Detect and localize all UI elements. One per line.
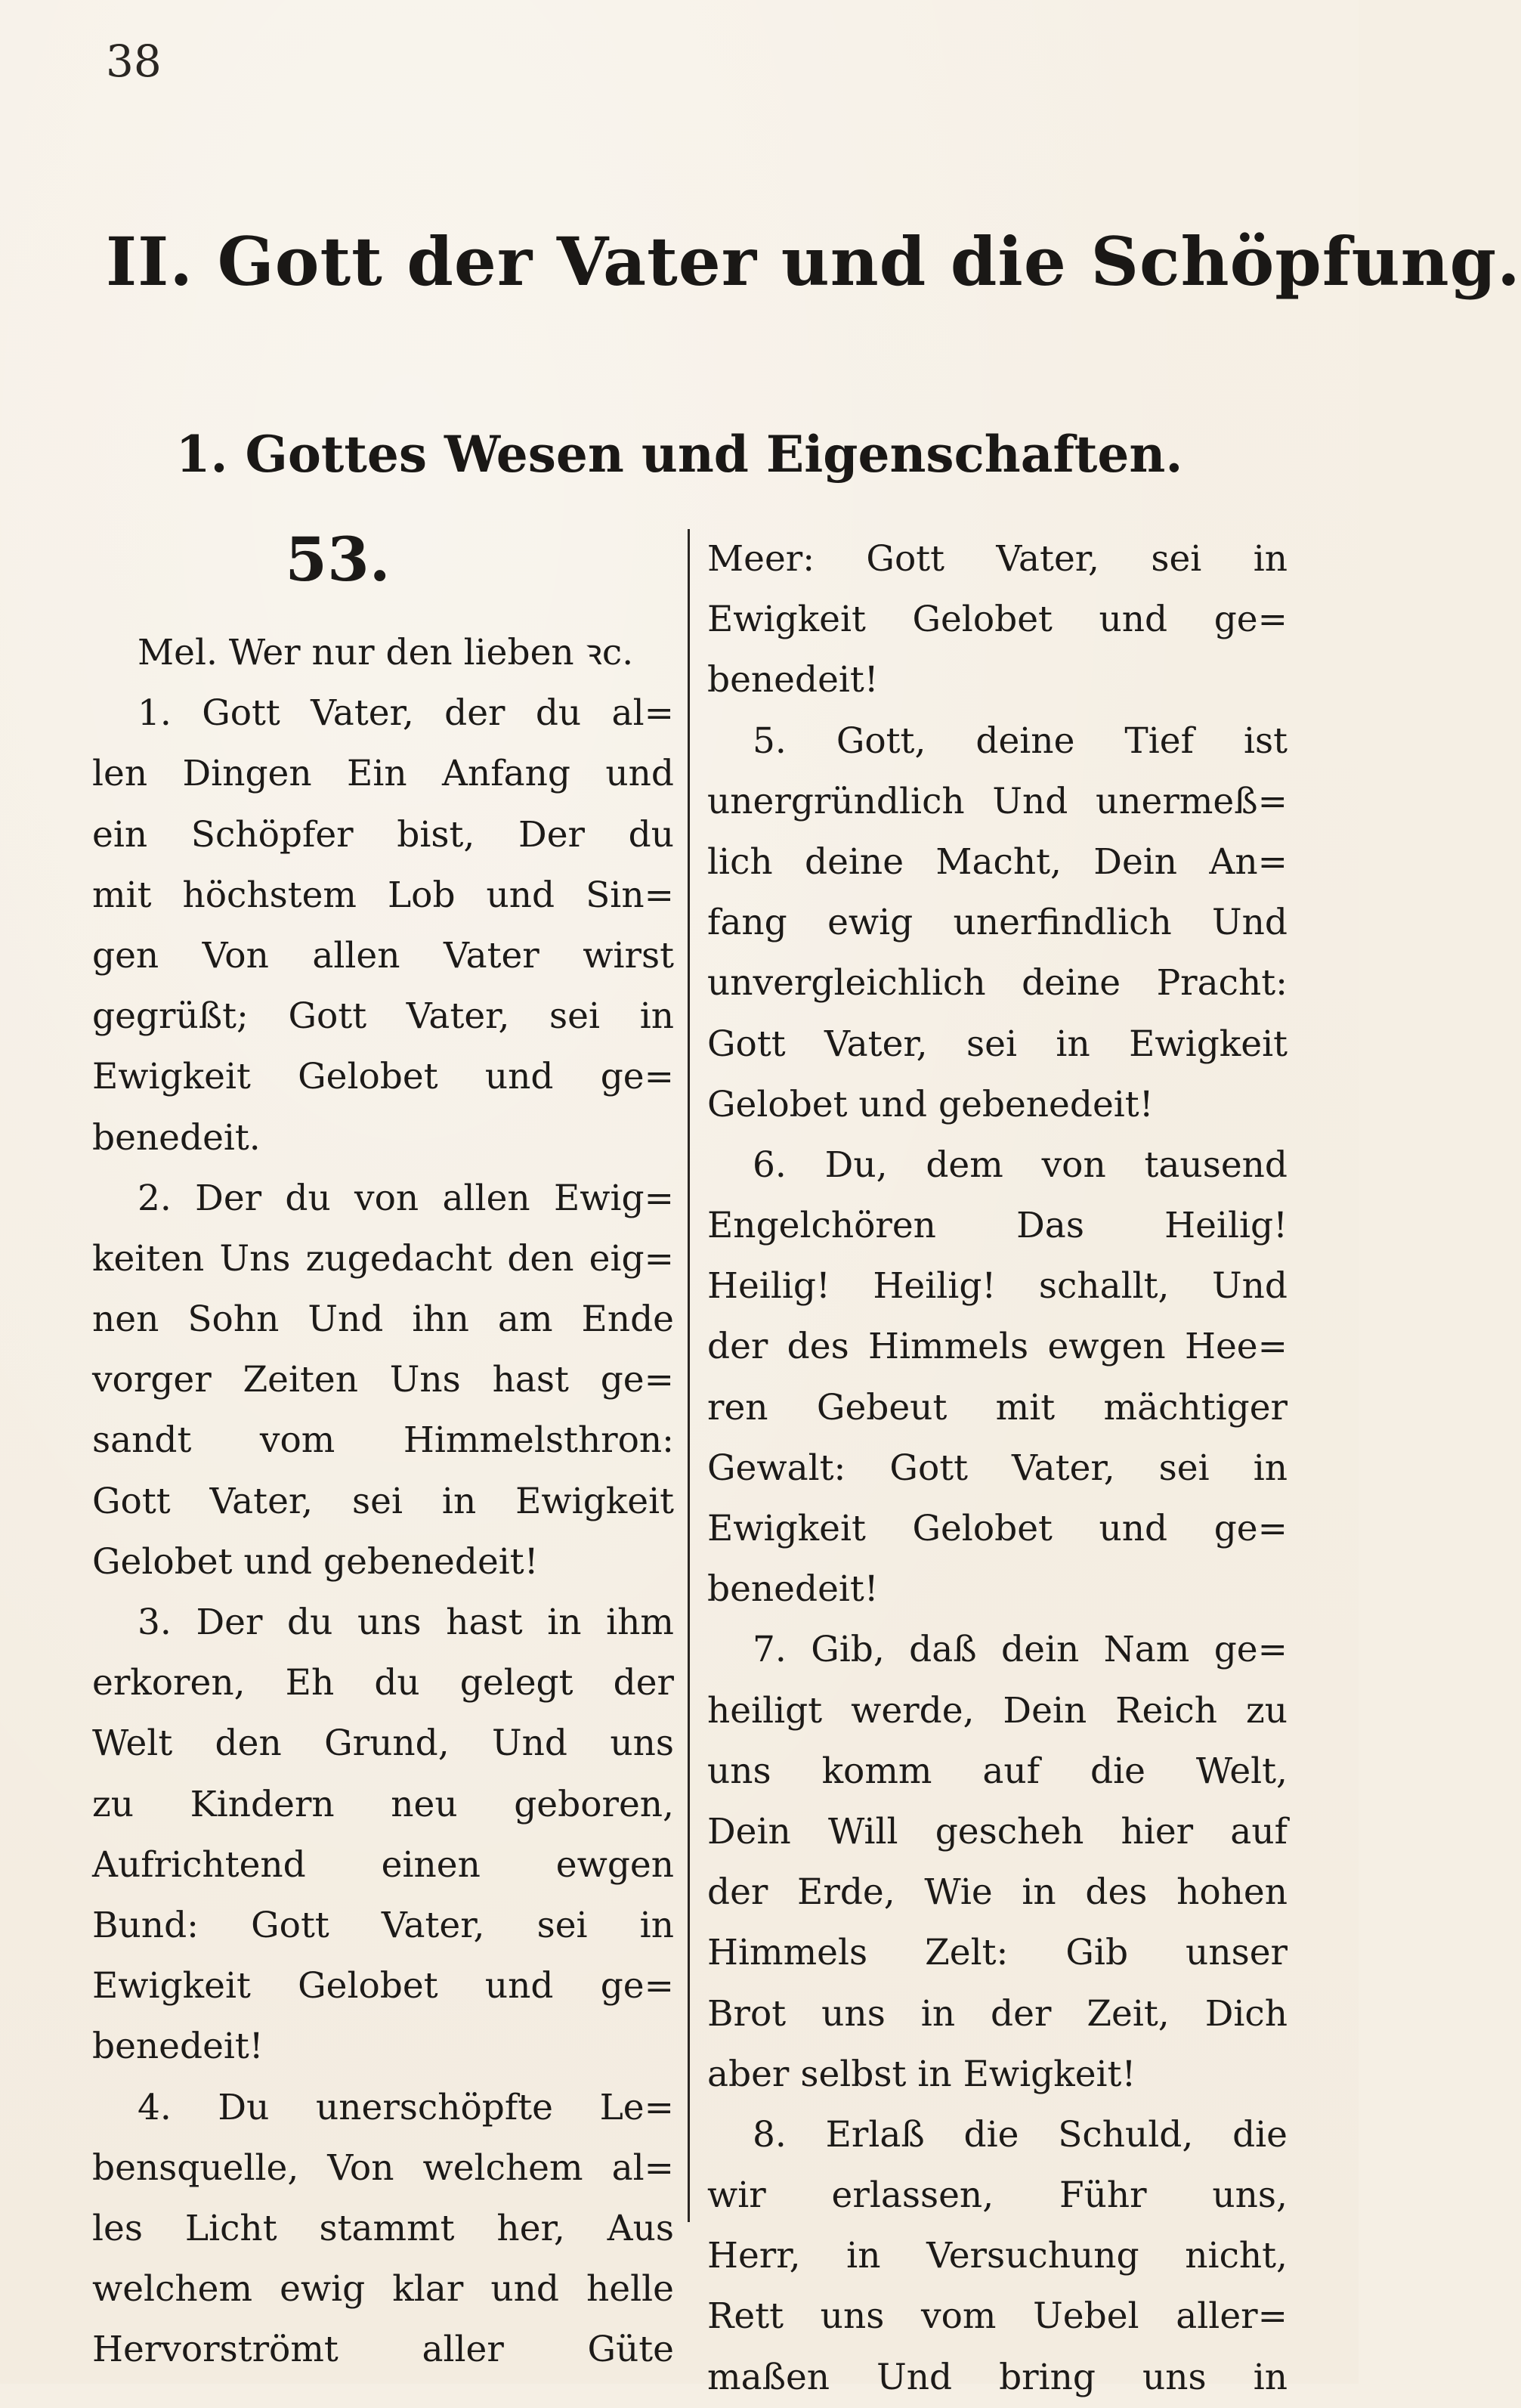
- text-line: Mel. Wer nur den lieben ꝛc.: [138, 632, 634, 673]
- text-line: benedeit!: [92, 2026, 264, 2068]
- text-line: unergründlich Und unermeß=: [707, 780, 1288, 822]
- text-line: vorger Zeiten Uns hast ge=: [92, 1359, 674, 1401]
- hymn-number: 53.: [285, 524, 391, 595]
- text-line: heiligt werde, Dein Reich zu: [707, 1689, 1288, 1732]
- text-line: 5. Gott, deine Tief ist: [753, 720, 1288, 762]
- text-line: Ewigkeit Gelobet und ge=: [92, 1965, 674, 2007]
- text-line: Aufrichtend einen ewgen: [92, 1843, 674, 1886]
- text-line: Rett uns vom Uebel aller=: [707, 2295, 1288, 2338]
- text-line: fang ewig unerfindlich Und: [707, 902, 1288, 944]
- text-line: Ewigkeit Gelobet und ge=: [707, 1508, 1288, 1549]
- text-line: ein Schöpfer bist, Der du: [92, 813, 674, 856]
- text-line: Herr, in Versuchung nicht,: [707, 2235, 1288, 2277]
- text-line: wir erlassen, Führ uns,: [707, 2174, 1288, 2217]
- text-line: les Licht stammt her, Aus: [92, 2207, 674, 2249]
- text-line: 8. Erlaß die Schuld, die: [753, 2113, 1288, 2156]
- text-line: nen Sohn Und ihn am Ende: [92, 1298, 674, 1341]
- text-line: lich deine Macht, Dein An=: [707, 840, 1288, 883]
- text-line: Gott Vater, sei in Ewigkeit: [707, 1023, 1288, 1065]
- text-line: aber selbst in Ewigkeit!: [707, 2053, 1136, 2095]
- text-line: ren Gebeut mit mächtiger: [707, 1386, 1288, 1428]
- left-column: [92, 524, 674, 2380]
- text-line: Gewalt: Gott Vater, sei in: [707, 1447, 1288, 1489]
- text-line: benedeit!: [707, 1568, 879, 1611]
- text-line: unvergleichlich deine Pracht:: [707, 962, 1288, 1004]
- text-line: Gelobet und gebenedeit!: [92, 1540, 539, 1583]
- text-line: gegrüßt; Gott Vater, sei in: [92, 995, 674, 1038]
- text-line: Bund: Gott Vater, sei in: [92, 1904, 674, 1946]
- text-line: der Erde, Wie in des hohen: [707, 1871, 1288, 1914]
- right-column-text: [707, 529, 1288, 2408]
- text-line: sandt vom Himmelsthron:: [92, 1419, 674, 1462]
- text-line: keiten Uns zugedacht den eig=: [92, 1237, 674, 1280]
- text-line: Dein Will gescheh hier auf: [707, 1810, 1288, 1852]
- text-line: gen Von allen Vater wirst: [92, 934, 674, 977]
- text-line: benedeit!: [707, 659, 879, 701]
- text-line: Gelobet und gebenedeit!: [707, 1083, 1154, 1125]
- left-column-text: [92, 623, 674, 2380]
- text-line: mit höchstem Lob und Sin=: [92, 874, 674, 916]
- text-line: Ewigkeit Gelobet und ge=: [92, 1056, 674, 1098]
- section-heading: 1. Gottes Wesen und Eigenschaften.: [175, 425, 1183, 484]
- right-column: [707, 529, 1288, 2408]
- text-line: Ewigkeit Gelobet und ge=: [707, 599, 1288, 641]
- text-line: Gott Vater, sei in Ewigkeit: [92, 1480, 674, 1522]
- text-line: 1. Gott Vater, der du al=: [138, 692, 674, 735]
- text-line: Welt den Grund, Und uns: [92, 1722, 674, 1765]
- text-line: der des Himmels ewgen Hee=: [707, 1326, 1288, 1368]
- chapter-heading: II. Gott der Vater und die Schöpfung.: [106, 222, 1521, 301]
- text-line: len Dingen Ein Anfang und: [92, 753, 674, 795]
- text-line: benedeit.: [92, 1116, 261, 1159]
- column-divider: [688, 529, 690, 2222]
- text-line: 4. Du unerschöpfte Le=: [138, 2086, 674, 2128]
- text-line: bensquelle, Von welchem al=: [92, 2146, 674, 2189]
- text-line: Meer: Gott Vater, sei in: [707, 538, 1288, 580]
- text-line: 6. Du, dem von tausend: [753, 1144, 1288, 1186]
- text-line: 7. Gib, daß dein Nam ge=: [753, 1629, 1288, 1671]
- page-number: 38: [106, 36, 162, 87]
- text-line: welchem ewig klar und helle: [92, 2268, 674, 2311]
- text-line: Brot uns in der Zeit, Dich: [707, 1992, 1288, 2035]
- text-line: Hervorströmt aller Güte: [92, 2329, 674, 2371]
- text-line: Engelchören Das Heilig!: [707, 1205, 1288, 1247]
- text-line: zu Kindern neu geboren,: [92, 1783, 674, 1825]
- text-line: 2. Der du von allen Ewig=: [138, 1177, 674, 1219]
- text-line: uns komm auf die Welt,: [707, 1750, 1288, 1792]
- text-line: Heilig! Heilig! schallt, Und: [707, 1265, 1288, 1308]
- text-line: Himmels Zelt: Gib unser: [707, 1932, 1288, 1974]
- text-line: 3. Der du uns hast in ihm: [138, 1602, 674, 1643]
- text-line: erkoren, Eh du gelegt der: [92, 1662, 674, 1704]
- text-line: maßen Und bring uns in: [707, 2356, 1288, 2398]
